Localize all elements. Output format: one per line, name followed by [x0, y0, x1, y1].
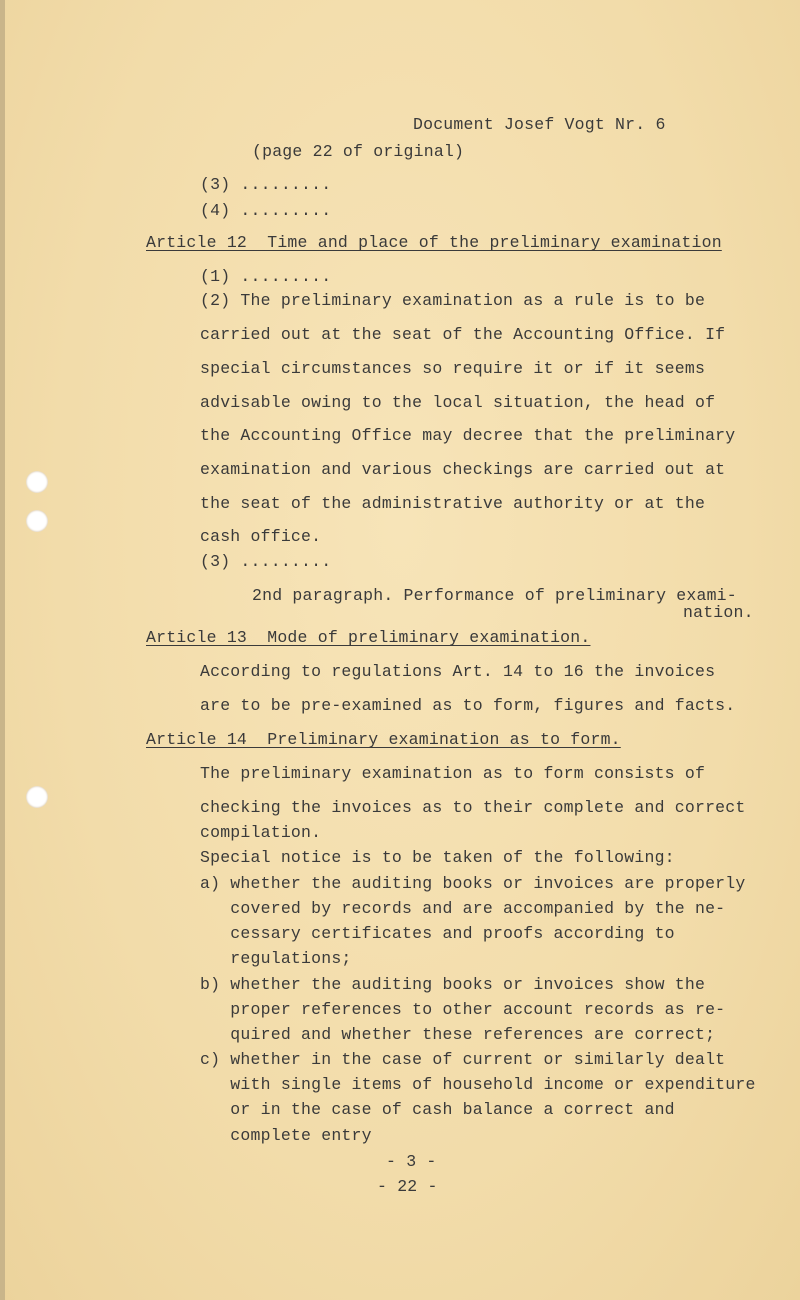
list-item-c-line: complete entry: [200, 1126, 372, 1145]
list-item-c-line: c) whether in the case of current or similarly dealt: [200, 1050, 726, 1069]
article-12-line: (2) The preliminary examination as a rule is to be: [200, 291, 706, 310]
paper-edge: [0, 0, 5, 1300]
article-13-heading: Article 13 Mode of preliminary examination.: [146, 628, 591, 647]
article-14-intro-line: The preliminary examination as to form consists of: [200, 764, 706, 783]
punch-hole: [26, 510, 48, 532]
original-page-reference: (page 22 of original): [252, 142, 465, 161]
page-number-copy: - 3 -: [386, 1152, 437, 1171]
article-12-line: examination and various checkings are carried out at: [200, 460, 726, 479]
list-item-b-line: quired and whether these references are correct;: [200, 1025, 716, 1044]
article-12-paragraph-3: (3) .........: [200, 552, 332, 571]
article-14-intro-line: compilation.: [200, 823, 322, 842]
list-item-b-line: proper references to other account records as re-: [200, 1000, 726, 1019]
paragraph-3-elided: (3) .........: [200, 175, 332, 194]
punch-hole: [26, 471, 48, 493]
punch-hole: [26, 786, 48, 808]
article-12-line: the Accounting Office may decree that the preliminary: [200, 426, 736, 445]
list-item-c-line: or in the case of cash balance a correct and: [200, 1100, 675, 1119]
article-14-heading: Article 14 Preliminary examination as to form.: [146, 730, 621, 749]
article-12-paragraph-1: (1) .........: [200, 267, 332, 286]
article-12-line: cash office.: [200, 527, 322, 546]
page-number-original: - 22 -: [377, 1177, 438, 1196]
article-13-line: According to regulations Art. 14 to 16 the invoices: [200, 662, 716, 681]
list-item-a-line: cessary certificates and proofs according to: [200, 924, 675, 943]
article-13-line: are to be pre-examined as to form, figures and facts.: [200, 696, 736, 715]
list-item-a-line: regulations;: [200, 949, 352, 968]
article-14-intro-line: Special notice is to be taken of the following:: [200, 848, 675, 867]
article-12-line: the seat of the administrative authority or at the: [200, 494, 706, 513]
list-item-b-line: b) whether the auditing books or invoices show the: [200, 975, 706, 994]
list-item-a-line: a) whether the auditing books or invoices are properly: [200, 874, 746, 893]
article-12-line: carried out at the seat of the Accounting Office. If: [200, 325, 726, 344]
article-12-line: special circumstances so require it or if it seems: [200, 359, 706, 378]
article-12-heading: Article 12 Time and place of the preliminary examination: [146, 233, 722, 252]
list-item-c-line: with single items of household income or expenditure: [200, 1075, 756, 1094]
section-heading-continuation: nation.: [683, 603, 754, 622]
list-item-a-line: covered by records and are accompanied by the ne-: [200, 899, 726, 918]
paragraph-4-elided: (4) .........: [200, 201, 332, 220]
section-heading: 2nd paragraph. Performance of preliminary exami-: [252, 586, 737, 605]
article-14-intro-line: checking the invoices as to their complete and correct: [200, 798, 746, 817]
article-12-line: advisable owing to the local situation, the head of: [200, 393, 716, 412]
document-reference: Document Josef Vogt Nr. 6: [413, 115, 666, 134]
